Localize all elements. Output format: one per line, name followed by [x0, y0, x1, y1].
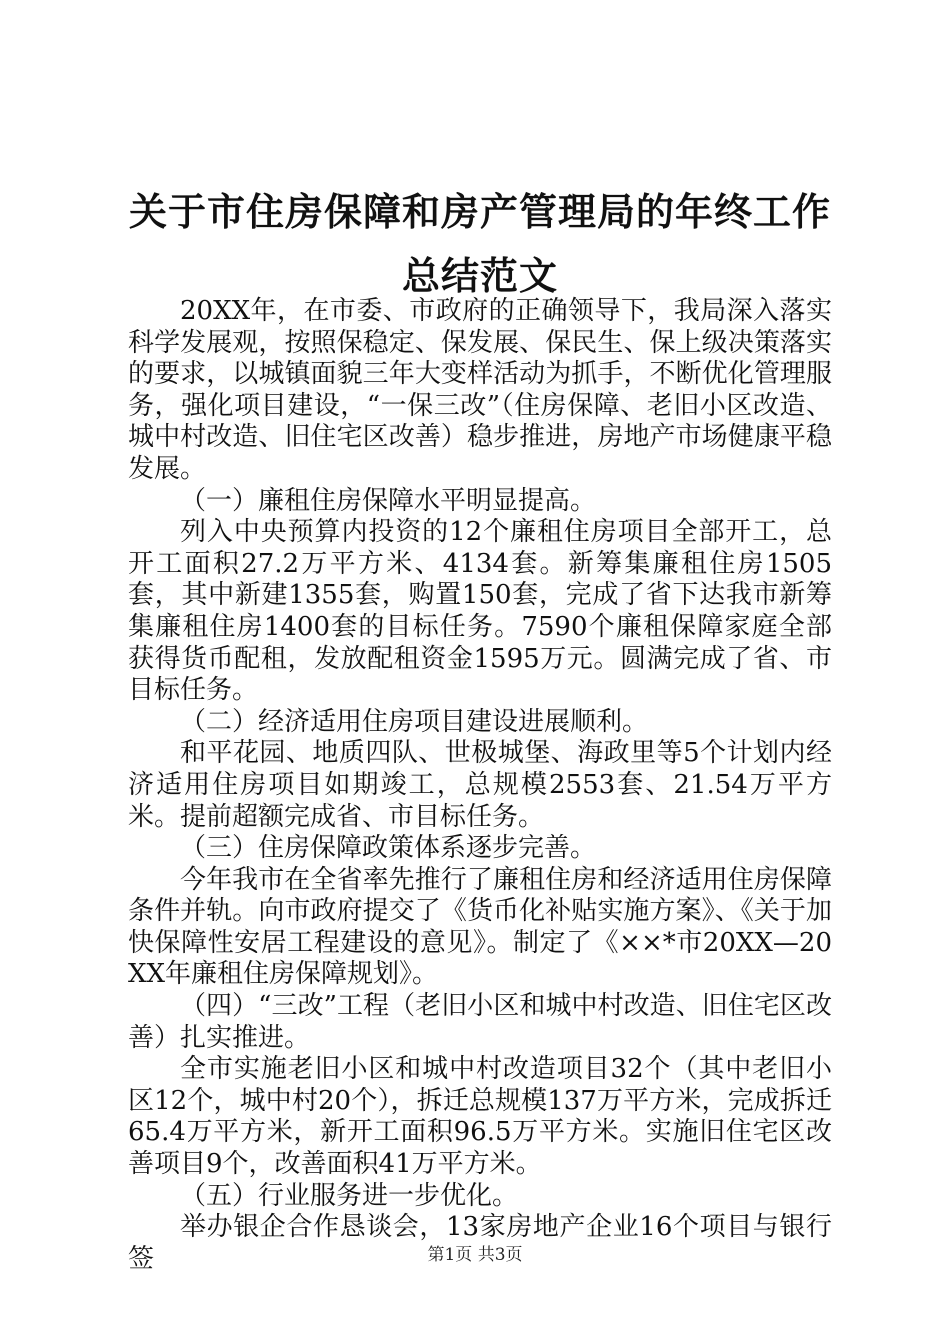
section-heading: （一）廉租住房保障水平明显提高。 — [180, 485, 597, 516]
page-footer: 第1页 共3页 — [427, 1245, 523, 1265]
section-heading: （三）住房保障政策体系逐步完善。 — [180, 833, 597, 864]
body-paragraph: 20XX年，在市委、市政府的正确领导下，我局深入落实科学发展观，按照保稳定、保发展、保民生、保上级决策落实的要求，以城镇面貌三年大变样活动为抓手，不断优化管理服务，强化项目建设，“一保三改”（住房保障、老旧小区改造、城中村改造、旧住宅区改善）稳步推进，房地产市场健康平稳发展。 — [128, 296, 832, 484]
section-heading: （四）“三改”工程（老旧小区和城中村改造、旧住宅区改善）扎实推进。 — [128, 991, 832, 1053]
document-title: 关于市住房保障和房产管理局的年终工作总结范文 — [128, 189, 831, 298]
body-paragraph: 全市实施老旧小区和城中村改造项目32个（其中老旧小区12个，城中村20个），拆迁总规模137万平方米，完成拆迁65.4万平方米，新开工面积96.5万平方米。实施旧住宅区改善项目9个，改善面积41万平方米。 — [128, 1054, 832, 1180]
body-paragraph: 今年我市在全省率先推行了廉租住房和经济适用住房保障条件并轨。向市政府提交了《货币化补贴实施方案》、《关于加快保障性安居工程建设的意见》。制定了《××*市20XX—20XX年廉租住房保障规划》。 — [128, 864, 832, 990]
document-body — [128, 296, 832, 1275]
section-heading: （五）行业服务进一步优化。 — [180, 1180, 519, 1211]
section-heading: （二）经济适用住房项目建设进展顺利。 — [180, 706, 649, 737]
body-paragraph: 和平花园、地质四队、世极城堡、海政里等5个计划内经济适用住房项目如期竣工，总规模2553套、21.54万平方米。提前超额完成省、市目标任务。 — [128, 738, 832, 832]
body-paragraph: 举办银企合作恳谈会，13家房地产企业16个项目与银行签 — [128, 1212, 832, 1274]
body-paragraph: 列入中央预算内投资的12个廉租住房项目全部开工，总开工面积27.2万平方米、4134套。新筹集廉租住房1505套，其中新建1355套，购置150套，完成了省下达我市新筹集廉租住房1400套的目标任务。7590个廉租保障家庭全部获得货币配租，发放配租资金1595万元。圆满完成了省、市目标任务。 — [128, 517, 832, 706]
